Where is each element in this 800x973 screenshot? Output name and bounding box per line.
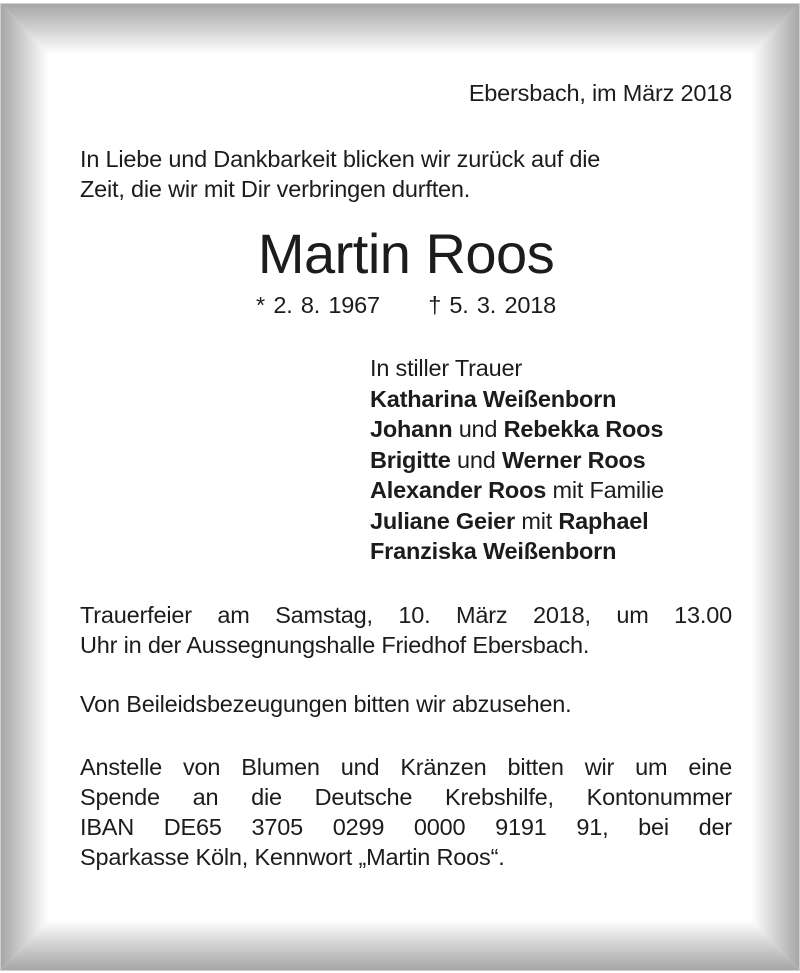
donation-info: [80, 752, 732, 872]
mourner-name: Brigitte: [370, 446, 451, 473]
frame-bevel-bottom: [1, 920, 799, 970]
mourner-name: Juliane Geier: [370, 507, 515, 534]
life-dates: [80, 290, 732, 320]
place-date: Ebersbach, im März 2018: [468, 80, 732, 106]
mourner-line: [370, 384, 732, 415]
mourner-name: Raphael: [558, 507, 649, 534]
mourner-list: [370, 384, 732, 567]
birth-date: * 2. 8. 1967: [256, 292, 380, 318]
frame-bevel-top: [1, 4, 799, 54]
intro-line: In Liebe und Dankbarkeit blicken wir zurück auf die: [80, 146, 601, 172]
donation-line: Anstelle von Blumen und Kränzen bitten wir um eine: [80, 753, 732, 780]
mourner-connector: mit Familie: [546, 477, 664, 503]
frame-bevel-left: [1, 4, 49, 970]
mourner-connector: und: [450, 446, 502, 473]
mourner-name: Katharina Weißenborn: [370, 385, 617, 412]
death-date: † 5. 3. 2018: [428, 292, 556, 318]
mourner-line: [370, 445, 732, 476]
condolence-note: Von Beileidsbezeugungen bitten wir abzusehen.: [80, 690, 572, 717]
mourner-line: [370, 414, 732, 445]
obituary-notice: [80, 78, 732, 872]
mourners-block: [370, 353, 732, 567]
mourner-name: Johann: [370, 416, 453, 442]
mourners-heading: In stiller Trauer: [370, 355, 523, 381]
mourner-connector: und: [452, 416, 504, 442]
donation-line: IBAN DE65 3705 0299 0000 9191 91, bei der: [80, 813, 732, 840]
deceased-name: Martin Roos: [257, 222, 555, 285]
funeral-line: Uhr in der Aussegnungshalle Friedhof Ebersbach.: [80, 631, 590, 658]
mourner-name: Alexander Roos: [370, 477, 547, 503]
mourner-line: [370, 506, 732, 537]
mourner-name: Werner Roos: [501, 446, 646, 473]
mourner-connector: mit: [515, 507, 559, 534]
donation-line: Spende an die Deutsche Krebshilfe, Kontonummer: [80, 783, 732, 810]
intro-text: [80, 144, 732, 204]
donation-line: Sparkasse Köln, Kennwort „Martin Roos“.: [80, 843, 505, 870]
intro-line: Zeit, die wir mit Dir verbringen durften.: [80, 176, 471, 202]
mourner-name: Rebekka Roos: [503, 416, 664, 442]
mourner-line: [370, 536, 732, 567]
funeral-line: Trauerfeier am Samstag, 10. März 2018, um 13.00: [80, 601, 732, 628]
funeral-info: [80, 600, 732, 660]
mourner-name: Franziska Weißenborn: [370, 538, 617, 564]
mourner-line: [370, 475, 732, 506]
frame-bevel-right: [751, 4, 799, 970]
